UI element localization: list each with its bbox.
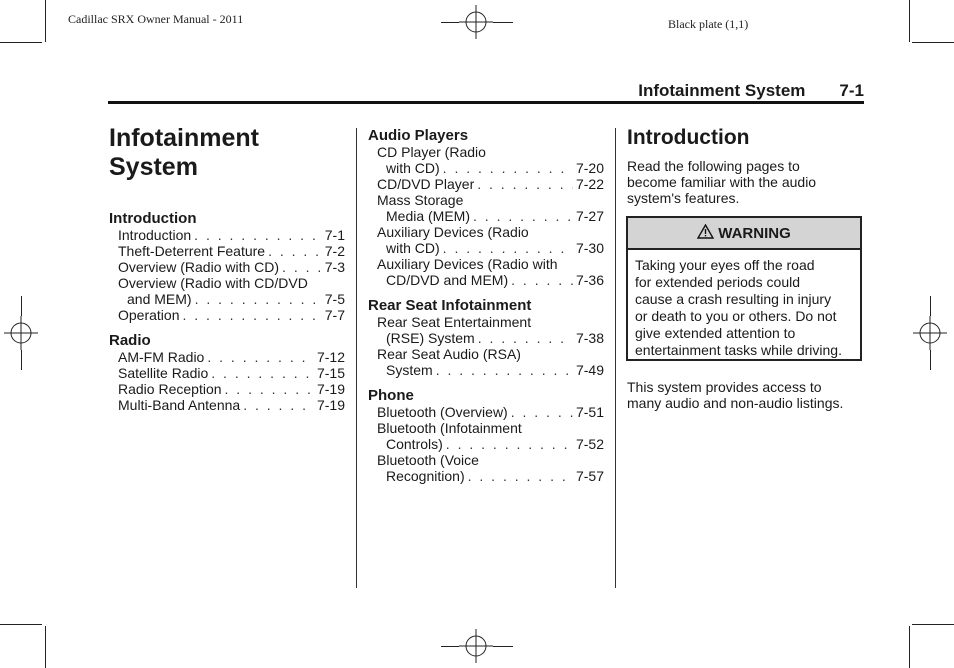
warning-line: for extended periods could xyxy=(635,274,800,290)
toc-entry-label: Media (MEM) xyxy=(386,208,471,224)
toc-entry-label: Operation xyxy=(118,307,180,323)
toc-entry xyxy=(109,307,345,323)
toc-left-column xyxy=(109,210,345,413)
toc-leader-dots xyxy=(468,468,573,484)
toc-page-number: 7-52 xyxy=(575,436,604,452)
running-head-section: Infotainment System xyxy=(638,81,806,100)
warning-line: cause a crash resulting in injury xyxy=(635,291,832,307)
crop-mark xyxy=(0,624,42,625)
crop-mark xyxy=(909,0,910,42)
toc-entry xyxy=(368,362,604,378)
lead-line: become familiar with the audio xyxy=(627,174,817,190)
toc-page-number: 7-1 xyxy=(324,227,345,243)
toc-page-number: 7-20 xyxy=(575,160,604,176)
registration-line xyxy=(930,296,931,316)
toc-leader-dots xyxy=(207,349,314,365)
toc-leader-dots xyxy=(473,208,573,224)
toc-entry-label: with CD) xyxy=(386,240,440,256)
print-header-left: Cadillac SRX Owner Manual - 2011 xyxy=(68,12,244,26)
toc-leader-dots xyxy=(511,272,573,288)
toc-entry-label: Rear Seat Entertainment xyxy=(377,314,532,330)
registration-mark-right xyxy=(913,316,947,350)
toc-entry xyxy=(368,404,604,420)
registration-line xyxy=(493,22,513,23)
toc-page-number: 7-5 xyxy=(324,291,345,307)
toc-entry-label: Multi-Band Antenna xyxy=(118,397,241,413)
warning-line: Taking your eyes off the road xyxy=(635,257,815,273)
registration-line xyxy=(493,646,513,647)
toc-leader-dots xyxy=(477,176,573,192)
toc-entry-label: Introduction xyxy=(118,227,192,243)
crop-mark xyxy=(45,0,46,42)
toc-section-title: Audio Players xyxy=(368,127,469,144)
toc-entry-label: Theft-Deterrent Feature xyxy=(118,243,266,259)
toc-leader-dots xyxy=(436,362,573,378)
toc-entry xyxy=(368,176,604,192)
closing-line: many audio and non-audio listings. xyxy=(627,395,844,411)
toc-section-title: Rear Seat Infotainment xyxy=(368,297,532,314)
toc-entry xyxy=(109,365,345,381)
toc-entry-label: Auxiliary Devices (Radio with xyxy=(377,256,558,272)
warning-header xyxy=(628,218,860,250)
registration-mark-bottom xyxy=(459,629,493,663)
toc-section-title: Radio xyxy=(109,332,151,349)
toc-page-number: 7-36 xyxy=(575,272,604,288)
lead-line: Read the following pages to xyxy=(627,158,800,174)
column-rule xyxy=(615,128,616,588)
toc-entry xyxy=(109,397,345,413)
running-head xyxy=(638,81,864,101)
toc-section-title: Phone xyxy=(368,387,414,404)
chapter-title: Infotainment System xyxy=(109,124,259,181)
registration-line xyxy=(441,646,459,647)
lead-line: system's features. xyxy=(627,190,740,206)
toc-leader-dots xyxy=(225,381,314,397)
toc-entry-label: Overview (Radio with CD) xyxy=(118,259,280,275)
toc-page-number: 7-57 xyxy=(575,468,604,484)
toc-page-number: 7-49 xyxy=(575,362,604,378)
toc-entry-label: with CD) xyxy=(386,160,440,176)
page-number: 7-1 xyxy=(839,81,864,100)
toc-entry-label: AM-FM Radio xyxy=(118,349,205,365)
toc-entry xyxy=(109,243,345,259)
warning-line: entertainment tasks while driving. xyxy=(635,342,842,358)
toc-leader-dots xyxy=(511,404,573,420)
column-rule xyxy=(356,128,357,588)
toc-entry-label: and MEM) xyxy=(127,291,192,307)
toc-entry xyxy=(368,240,604,256)
toc-entry-label: CD/DVD Player xyxy=(377,176,475,192)
crop-mark xyxy=(912,42,954,43)
toc-leader-dots xyxy=(443,240,573,256)
toc-entry-label: System xyxy=(386,362,433,378)
toc-section-title: Introduction xyxy=(109,210,197,227)
registration-line xyxy=(441,22,459,23)
toc-entry-label: Overview (Radio with CD/DVD xyxy=(118,275,308,291)
header-rule xyxy=(108,101,864,104)
toc-entry-label: CD Player (Radio xyxy=(377,144,486,160)
registration-mark-top xyxy=(459,5,493,39)
toc-entry xyxy=(368,208,604,224)
toc-page-number: 7-27 xyxy=(575,208,604,224)
registration-line xyxy=(21,350,22,370)
warning-line: or death to you or others. Do not xyxy=(635,308,837,324)
introduction-lead xyxy=(627,158,816,206)
warning-triangle-icon xyxy=(697,224,714,243)
toc-page-number: 7-2 xyxy=(324,243,345,259)
toc-page-number: 7-19 xyxy=(316,381,345,397)
warning-label: WARNING xyxy=(718,224,791,242)
toc-page-number: 7-19 xyxy=(316,397,345,413)
toc-entry-label: Auxiliary Devices (Radio xyxy=(377,224,529,240)
crop-mark xyxy=(912,624,954,625)
toc-entry-label: Bluetooth (Overview) xyxy=(377,404,508,420)
toc-entry xyxy=(368,272,604,288)
toc-entry-label: Satellite Radio xyxy=(118,365,209,381)
toc-entry xyxy=(109,227,345,243)
toc-leader-dots xyxy=(478,330,573,346)
toc-entry-label: Recognition) xyxy=(386,468,465,484)
closing-line: This system provides access to xyxy=(627,379,822,395)
toc-entry xyxy=(368,468,604,484)
registration-line xyxy=(930,350,931,370)
toc-entry xyxy=(109,349,345,365)
toc-middle-column xyxy=(368,127,604,484)
toc-entry-label: Radio Reception xyxy=(118,381,222,397)
crop-mark xyxy=(909,626,910,668)
toc-entry xyxy=(109,259,345,275)
toc-leader-dots xyxy=(446,436,573,452)
toc-entry xyxy=(109,381,345,397)
registration-mark-left xyxy=(4,316,38,350)
toc-leader-dots xyxy=(243,397,314,413)
toc-page-number: 7-30 xyxy=(575,240,604,256)
toc-page-number: 7-7 xyxy=(324,307,345,323)
toc-entry-label: Controls) xyxy=(386,436,443,452)
toc-entry-label: (RSE) System xyxy=(386,330,475,346)
registration-line xyxy=(21,296,22,316)
toc-leader-dots xyxy=(195,291,322,307)
toc-leader-dots xyxy=(211,365,314,381)
toc-entry xyxy=(368,330,604,346)
toc-leader-dots xyxy=(194,227,322,243)
toc-entry xyxy=(368,160,604,176)
toc-leader-dots xyxy=(443,160,573,176)
toc-page-number: 7-22 xyxy=(575,176,604,192)
toc-entry xyxy=(368,436,604,452)
print-header-right: Black plate (1,1) xyxy=(668,17,749,31)
toc-entry xyxy=(109,291,345,307)
toc-page-number: 7-15 xyxy=(316,365,345,381)
introduction-title: Introduction xyxy=(627,126,750,149)
toc-leader-dots xyxy=(268,243,322,259)
toc-page-number: 7-38 xyxy=(575,330,604,346)
toc-page-number: 7-51 xyxy=(575,404,604,420)
crop-mark xyxy=(0,42,42,43)
warning-box xyxy=(626,216,862,361)
toc-entry-label: Bluetooth (Voice xyxy=(377,452,479,468)
introduction-closing xyxy=(627,379,843,411)
crop-mark xyxy=(45,626,46,668)
toc-entry-label: Bluetooth (Infotainment xyxy=(377,420,522,436)
toc-entry-label: Rear Seat Audio (RSA) xyxy=(377,346,521,362)
toc-leader-dots xyxy=(182,307,321,323)
toc-entry-label: CD/DVD and MEM) xyxy=(386,272,509,288)
toc-page-number: 7-3 xyxy=(324,259,345,275)
warning-line: give extended attention to xyxy=(635,325,796,341)
toc-page-number: 7-12 xyxy=(316,349,345,365)
warning-text xyxy=(628,250,860,366)
toc-leader-dots xyxy=(282,259,322,275)
toc-entry-label: Mass Storage xyxy=(377,192,464,208)
